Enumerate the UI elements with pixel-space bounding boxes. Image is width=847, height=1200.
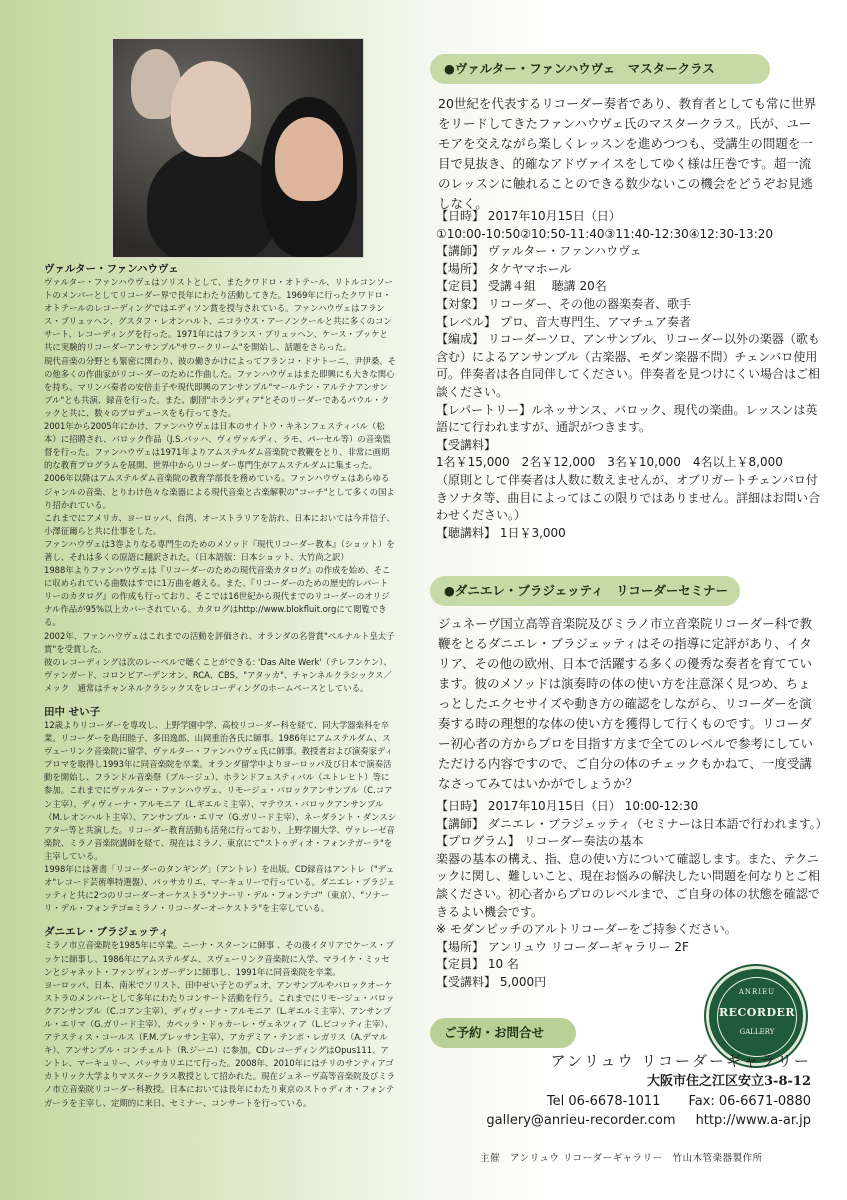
mc-fee-values: 1名￥15,000 2名￥12,000 3名￥10,000 4名以上￥8,000 xyxy=(436,455,783,470)
bio-walter-p8: 彼のレコーディングは次のレーベルで聴くことができる: 'Das Alte Werk'（テレフンケン）、ヴァンガード、コロンビアーデンオン、RCA、CBS、"アタッカ"、チャンネルクラシックス／メック 通常はチャンネルクラシックスをレコーディングのホームベースとしている。 xyxy=(44,656,392,693)
mc-date: 【日時】 2017年10月15日（日） xyxy=(436,209,621,223)
bio-walter-p2: 現代音楽の分野とも緊密に関わり、彼の働きかけによってフランコ・ドナトーニ、尹伊桑、その他多くの作曲家がリコーダーのために作曲した。ファンハウヴェはまた即興にも大きな関心を持ち、マリンバ奏者の安倍圭子や現代即興のアンサンブル"マールテン・アルテナアンサンブル"とも共演、録音を行った。また、劇団"ホランディア"とそのリーダーであるパウル・クックと共に、数々のプロデュースをも行ってきた。 xyxy=(44,355,396,418)
biographies xyxy=(44,262,396,1110)
logo-ring xyxy=(717,977,797,1057)
seminar-heading: ●ダニエレ・ブラジェッティ リコーダーセミナー xyxy=(430,576,740,606)
sponsor-line: 主催 アンリュウ リコーダーギャラリー 竹山木管楽器製作所 xyxy=(480,1153,763,1164)
masterclass-details xyxy=(436,208,828,542)
sem-date: 【日時】 2017年10月15日（日） 10:00-12:30 xyxy=(436,799,699,813)
bio-walter-p7: 2002年、ファンハウヴェはこれまでの活動を評価され、オランダの名誉賞"ペルナルト皇太子賞"を受賞した。 xyxy=(44,630,395,654)
bio-tanaka-name: 田中 せい子 xyxy=(44,706,101,718)
person-right-face xyxy=(275,117,343,201)
masterclass-intro-text: 20世紀を代表するリコーダー奏者であり、教育者としても常に世界をリードしてきたファンハウヴェ氏のマスタークラス。氏が、ユーモアを交えながら楽しくレッスンを進めつつも、受講生の問題を一目で見抜き、的確なアドヴァイスをしてゆく様は圧巻です。超一流のレッスンに触れることのできる数少ないこの機会をどうぞお見逃しなく。 xyxy=(438,96,817,211)
bio-daniele-name: ダニエレ・ブラジェッティ xyxy=(44,926,169,939)
bio-walter-p3: 2001年から2005年にかけ、ファンハウヴェは日本のサイトウ・キネンフェスティバル（松本）に招聘され、バロック作品（J.S.バッハ、ヴィヴァルディ、ラモ、パーセル等）の音楽監督を行った。ファンハウヴェは1971年よりアムステルダム音楽院で教鞭をとり、非常に画期的な教育プログラムを展開、世界中からリコーダー専門生がアムステルダムに集まった。2006年以降はアムステルダム音楽院の教育学部長を務めている。ファンハウヴェはあらゆるジャンルの音楽、とりわけ色々な楽器による現代音楽と古楽解釈の"コーチ"として多くの国より招かれている。 xyxy=(44,421,395,510)
sem-description: 楽器の基本の構え、指、息の使い方について確認します。また、テクニックに関し、難しいこと、現在お悩みの解決したい問題を何なりとご相談ください。初心者からプロのレベルまで、ご自身の体の状態を確認できるよい機会です。 xyxy=(436,851,821,919)
website-link[interactable]: http://www.a-ar.jp xyxy=(695,1113,811,1128)
bio-walter-name: ヴァルター・ファンハウヴェ xyxy=(44,263,179,275)
contact-heading: ご予約・お問合せ xyxy=(430,1018,576,1048)
email-web-line xyxy=(411,1111,811,1130)
seminar-intro-text: ジュネーヴ国立高等音楽院及びミラノ市立音楽院リコーダー科で教鞭をとるダニエレ・ブラジェッティはその指導に定評があり、イタリア、その他の欧州、日本で活躍する多くの優秀な奏者を育てています。彼のメソッドは演奏時の体の使い方を注意深く見つめ、ちょっとしたエクセサイズや動き方の確認をしながら、リコーダーを演奏する時の理想的な体の使い方を獲得して行くものです。リコーダー初心者の方からプロを目指す方まで全てのレベルで参考にしていただける内容ですので、ご自分の体のチェックもかねて、一度受講なさってみてはいかがでしょうか？ xyxy=(438,616,814,791)
mc-level: 【レベル】 プロ、音大専門生、アマチュア奏者 xyxy=(436,314,691,329)
logo-middle-text: RECORDER xyxy=(718,1006,796,1019)
sem-program: 【プログラム】 リコーダー奏法の基本 xyxy=(436,834,644,849)
mc-audit-fee: 【聴講料】 1日￥3,000 xyxy=(436,525,566,540)
bio-walter-p4: これまでにアメリカ、ヨーロッパ、台湾、オーストラリアを訪れ、日本においては今井信子、小澤征爾らと共に仕事をした。 xyxy=(44,512,395,536)
mc-capacity: 【定員】 受講４組 聴講 20名 xyxy=(436,279,607,294)
mc-target: 【対象】 リコーダー、その他の器楽奏者、歌手 xyxy=(436,296,692,311)
person-center-face xyxy=(171,61,251,157)
seminar-details xyxy=(436,798,828,992)
sem-fee: 【受講料】 5,000円 xyxy=(436,974,547,989)
sem-note: ※ モダンピッチのアルトリコーダーをご持参ください。 xyxy=(436,922,737,937)
photo-musicians xyxy=(112,38,364,258)
logo-bottom-text: GALLERY xyxy=(739,1028,775,1036)
gallery-address: 大阪市住之江区安立3-8-12 xyxy=(647,1074,811,1089)
masterclass-intro xyxy=(438,94,820,214)
seminar-intro xyxy=(438,614,822,794)
masterclass-heading: ●ヴァルター・ファンハウヴェ マスタークラス xyxy=(430,54,770,84)
mc-teacher: 【講師】 ヴァルター・ファンハウヴェ xyxy=(436,244,642,259)
mc-repertoire: 【レパートリー】ルネッサンス、バロック、現代の楽曲。レッスンは英語にて行われますが、通訳がつきます。 xyxy=(436,402,818,435)
mc-times: ①10:00-10:50②10:50-11:40③11:40-12:30④12:30-13:20 xyxy=(436,226,774,241)
logo-top-text: ANRIEU xyxy=(738,988,776,996)
gallery-name: アンリュウ リコーダーギャラリー xyxy=(550,1052,811,1070)
phone-line xyxy=(411,1092,811,1111)
email-link[interactable]: gallery@anrieu-recorder.com xyxy=(486,1113,676,1128)
sem-capacity: 【定員】 10 名 xyxy=(436,957,519,972)
bio-tanaka-p2: 1998年には著書「リコーダーのタンギング」（アントレ）を出版。CD録音はアントレ（"デュオ"レコード芸術準特選盤）、パッサカリエ、マーキュリーで行っている。ダニエレ・ブラジェッティと共に2つのリコーダーオーケストラ"ソナーリ・デル・フォンテゴ"（東京）、"ソナーリ・デル・フォンテゴ=ミラノ・リコーダーオーケストラ"を主宰している。 xyxy=(44,864,396,914)
bio-daniele-p2: ヨーロッパ、日本、南米でソリスト、田中せい子とのデュオ、アンサンブルやバロックオーケストラのメンバーとして多年にわたりコンサート活動を行う。これまでにリモージュ・バロックアンサンブル（C.コアン主宰）、ディヴィーナ・アルモニア（L.ギエルミ主宰）、アンサンブル・エリマ（G.ガリード主宰）、カペッラ・ドゥカーレ・ヴェネツィア（L.ピコッティ主宰）、アテスティス・コールス（F.M.ブレッサン主宰）、アカデミア・テンポ・レガリス（A.デマルキ）、アンサンブル・コンチェルト（R.ジーニ）に参加。CDレコーディングはOpus111、アントレ、マーキュリー、パッサカリエにて行った。2008年、2010年にはチリのサンティアゴカトリック大学よりマスタークラス教授として招かれた。現在ジュネーヴ高等音楽院及びミラノ市立音楽院リコーダー科教授。日本においては長年にわたり東京のストゥディオ・フォンテガーラを主宰し、定期的に来日、セミナー、コンサートを行っている。 xyxy=(44,979,395,1108)
fax-number: Fax: 06-6671-0880 xyxy=(688,1094,811,1109)
mc-fee-label: 【受講料】 xyxy=(436,437,497,452)
mc-venue: 【場所】 タケヤマホール xyxy=(436,261,572,276)
bio-walter-p6: 1988年よりファンハウヴェは『リコーダーのための現代音楽カタログ』の作成を始め、そこに収められている曲数はすでに1万曲を越える。また、『リコーダーのための歴史的レパートリーのカタログ』の作成も行っており、そこでは16世紀から現代までのリコーダーのオリジナル作品が95%以上カバーされている。カタログはhttp://www.blokfluit.orgにて閲覧できる。 xyxy=(44,565,391,628)
person-center-body xyxy=(147,145,277,258)
bio-walter-p5: ファンハウヴェは3巻よりなる専門生のためのメソッド『現代リコーダー教本』（ショット）を著し、それは多くの原語に翻訳された。（日本語版：日本ショット、大竹尚之訳） xyxy=(44,538,395,562)
mc-formation: 【編成】 リコーダーソロ、アンサンブル、リコーダー以外の楽器（歌も含む）によるアンサンブル（古楽器、モダン楽器不問）チェンバロ使用可。伴奏者は各自同伴してください。伴奏者を見つけにくい場合はご相談ください。 xyxy=(436,332,821,399)
bio-walter-p1: ヴァルター・ファンハウヴェはソリストとして、またクワドロ・オトテール、リトルコンソートのメンバーとしてリコーダー界で長年にわたり活動してきた。1969年に行ったクワドロ・オトテールのレコーディングではエディソン賞を授与されている。ファンハウヴェはフランス・ブリュッヘン、グスタフ・レオンハルト、ニコラウス・アーノンクールと共に多くのコンサート、レコーディングを行った。1971年にはフランス・ブリュッヘン、ケース・ブッケと共に実験的リコーダーアンサンブル"サワークリーム"を開始し、話題をさらった。 xyxy=(44,277,394,353)
sem-venue: 【場所】 アンリュウ リコーダーギャラリー 2F xyxy=(436,939,689,954)
phone-number: Tel 06-6678-1011 xyxy=(546,1094,661,1109)
sem-teacher: 【講師】 ダニエレ・ブラジェッティ（セミナーは日本語で行われます。） xyxy=(436,816,828,831)
bio-tanaka-p1: 12歳よりリコーダーを専攻し、上野学園中学、高校リコーダー科を経て、同大学器楽科を卒業。リコーダーを島田睦子、多田逸郎、山岡重治各氏に師事。1986年にアムステルダム、スヴェーリンク音楽院に留学、ヴァルター・ファンハウヴェ氏に師事。教授者および演奏家ディプロマを取得し1993年に同音楽院を卒業。オランダ留学中よりヨーロッパ及び日本で演奏活動を開始し、フランドル音楽祭（ブルージュ）、ホランドフェスティバル（ユトレヒト）等に参加。これまでにヴァルター・ファンハウヴェ、リモージュ・バロックアンサンブル（C.コアン主宰）、ディヴィーナ・アルモニア（L.ギエルミ主宰）、マテウス・バロックアンサンブル（M.レオンハルト主宰）、アンサンブル・エリマ（G.ガリード主宰）、ネーダラント・ダンスシアター等と共演した。リコーダー教育活動も活発に行っており、上野学園大学、ヴァレーゼ音楽院、ミラノ音楽院講師を経て、現在はミラノ、東京にて"ストゥディオ・フォンテガーラ"を主宰している。 xyxy=(44,720,397,861)
mc-fee-note: （原則として伴奏者は人数に数えませんが、オブリガートチェンバロ付きソナタ等、曲目によってはこの限りではありません。詳細はお問い合わせください。） xyxy=(436,472,821,523)
contact-block xyxy=(411,1050,811,1130)
bio-daniele-p1: ミラノ市立音楽院を1985年に卒業。ニーナ・スターンに師事 、その後イタリアでケース・ブッケに師事し、1986年にアムステルダム、スヴェーリンク音楽院に入学、マライケ・ミッセンとジャネット・ファンヴィンガーデンに師事し、1991年に同音楽院を卒業。 xyxy=(44,940,395,977)
